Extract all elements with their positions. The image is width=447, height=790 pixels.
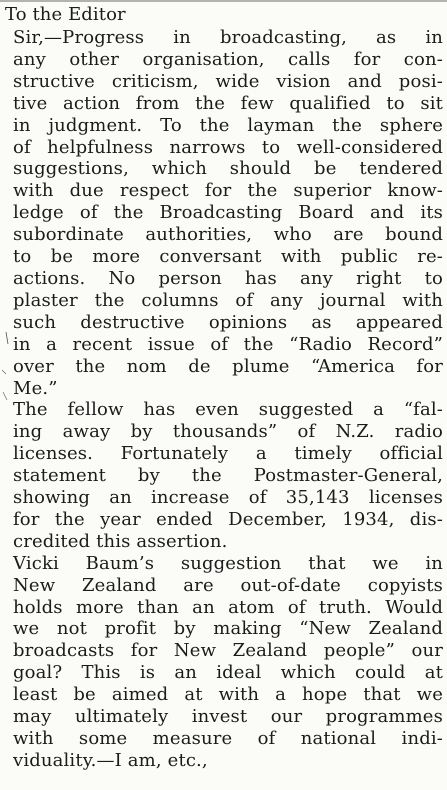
text-line: credited this assertion.: [13, 530, 228, 552]
text-line: for the year ended December, 1934, dis-: [13, 508, 443, 530]
text-line: statement by the Postmaster-General,: [13, 465, 443, 487]
text-line: in judgment. To the layman the sphere: [13, 114, 443, 136]
text-line: of helpfulness narrows to well-considered: [13, 136, 443, 158]
text-line: goal? This is an ideal which could at: [13, 662, 443, 684]
text-line: with due respect for the superior know-: [13, 180, 443, 202]
text-line: Me.”: [13, 377, 58, 399]
paragraph-2: [5, 399, 443, 552]
text-line: actions. No person has any right to: [13, 267, 443, 289]
paragraph-1: [5, 27, 443, 399]
text-line: New Zealand are out-of-date copyists: [13, 574, 443, 596]
paragraph-3: [5, 553, 443, 772]
text-line: such destructive opinions as appeared: [13, 311, 443, 333]
text-line: Sir,—Progress in broadcasting, as in: [13, 27, 443, 48]
text-line: showing an increase of 35,143 licenses: [13, 487, 443, 509]
top-rule: [0, 0, 447, 2]
text-line: to be more conversant with public re-: [13, 246, 443, 268]
text-line: suggestions, which should be tendered: [13, 158, 443, 180]
letter-heading: To the Editor: [5, 4, 126, 25]
text-line: may ultimately invest our programmes: [13, 706, 443, 728]
text-line: over the nom de plume “America for: [13, 355, 443, 377]
text-line: any other organisation, calls for con-: [13, 48, 443, 70]
text-line: least be aimed at with a hope that we: [13, 684, 443, 706]
text-line: holds more than an atom of truth. Would: [13, 596, 443, 618]
text-line: ing away by thousands” of N.Z. radio: [13, 421, 443, 443]
text-line: broadcasts for New Zealand people” our: [13, 640, 443, 662]
text-line: licenses. Fortunately a timely official: [13, 443, 443, 465]
text-line: The fellow has even suggested a “fal-: [13, 399, 443, 421]
text-line: in a recent issue of the “Radio Record”: [13, 333, 443, 355]
text-line: with some measure of national indi-: [13, 728, 443, 749]
text-line: structive criticism, wide vision and posi-: [13, 70, 443, 92]
text-line: ledge of the Broadcasting Board and its: [13, 202, 443, 224]
text-line: tive action from the few qualified to sit: [13, 92, 443, 114]
text-line: Vicki Baum’s suggestion that we in: [13, 552, 443, 574]
text-line: viduality.—I am, etc.,: [13, 749, 208, 771]
text-line: subordinate authorities, who are bound: [13, 224, 443, 246]
text-line: plaster the columns of any journal with: [13, 289, 443, 311]
text-line: we not profit by making “New Zealand: [13, 618, 443, 640]
